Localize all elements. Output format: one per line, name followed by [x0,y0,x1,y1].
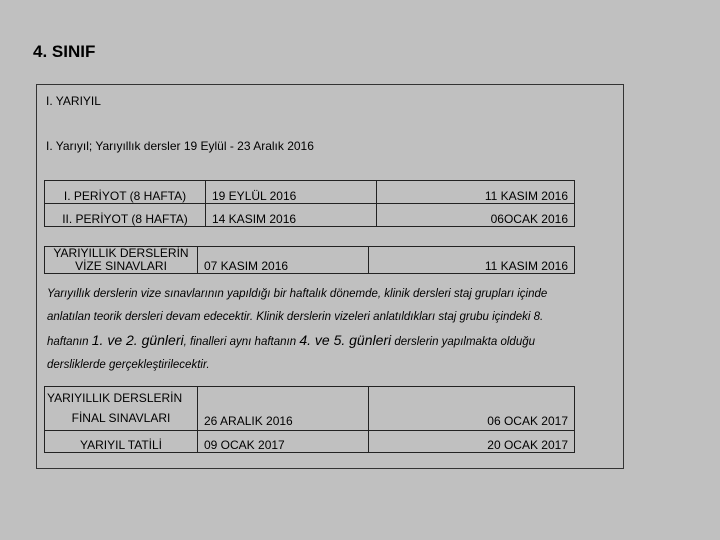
finals-end: 06 OCAK 2017 [369,387,575,431]
period-start: 14 KASIM 2016 [206,204,377,227]
finals-label-line2: FİNAL SINAVLARI [71,411,171,425]
finals-label [45,387,198,431]
table-row [45,431,575,453]
period-end: 06OCAK 2016 [377,204,575,227]
midterm-end: 11 KASIM 2016 [369,247,575,274]
table-row [45,387,575,431]
semester-heading: I. YARIYIL [46,94,101,108]
finals-label-line1: YARIYILLIK DERSLERİN [47,391,183,405]
midterm-label-line1: YARIYILLIK DERSLERİN [53,246,189,260]
page-title: 4. SINIF [33,42,96,61]
note-days-1: 1. ve 2. günleri [91,332,184,348]
midterm-start: 07 KASIM 2016 [198,247,369,274]
holiday-label: YARIYIL TATİLİ [45,431,198,453]
period-name: I. PERİYOT (8 HAFTA) [45,181,206,204]
note-text-3: derslerin yapılmakta olduğu dersliklerde gerçekleştirilecektir. [47,336,536,371]
note-days-2: 4. ve 5. günleri [299,332,392,348]
table-row [45,204,575,227]
period-end: 11 KASIM 2016 [377,181,575,204]
table-row [45,181,575,204]
midterm-label [45,247,198,274]
holiday-start: 09 OCAK 2017 [198,431,369,453]
note-text-2: , finalleri aynı haftanın [183,336,300,348]
finals-table [44,386,575,453]
note-text-1: Yarıyıllık derslerin vize sınavlarının yapıldığı bir haftalık dönemde, klinik dersleri staj grupları içinde anlatılan teorik dersleri devam edecektir. Klinik derslerin vizeleri anlatıldıkları staj grubu içindeki 8. haftanın [47,288,548,348]
finals-start: 26 ARALIK 2016 [198,387,369,431]
exam-note-paragraph [47,283,567,377]
midterm-table [44,246,575,274]
periods-table [44,180,575,227]
period-start: 19 EYLÜL 2016 [206,181,377,204]
holiday-end: 20 OCAK 2017 [369,431,575,453]
semester-range: I. Yarıyıl; Yarıyıllık dersler 19 Eylül - 23 Aralık 2016 [46,139,314,153]
period-name: II. PERİYOT (8 HAFTA) [45,204,206,227]
midterm-label-line2: VİZE SINAVLARI [75,259,167,273]
table-row [45,247,575,274]
